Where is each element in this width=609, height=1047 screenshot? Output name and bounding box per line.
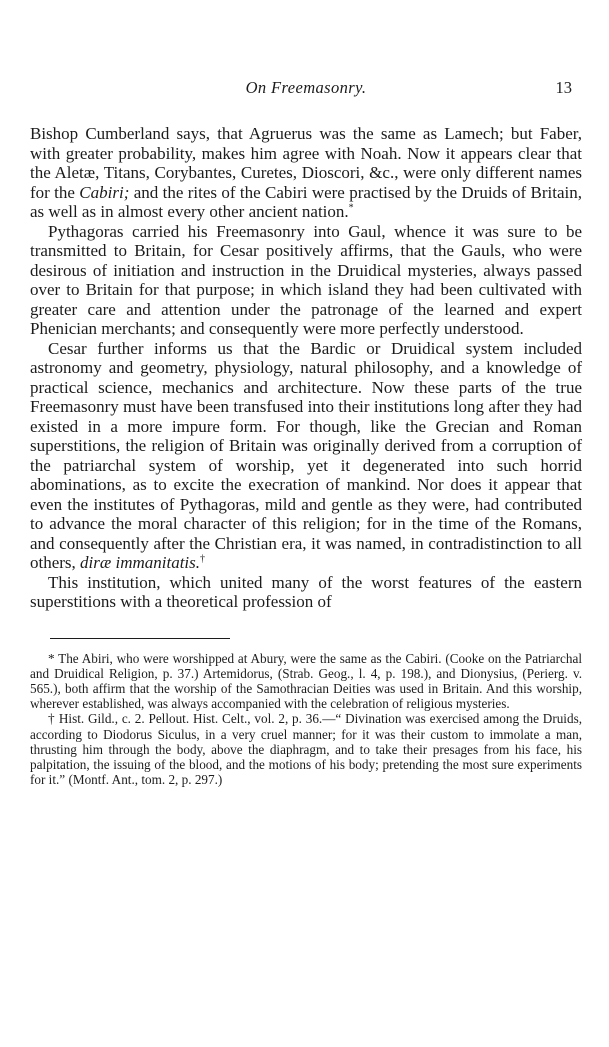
running-head: On Freemasonry. [245, 78, 367, 97]
paragraph-1 [30, 124, 582, 222]
paragraph-3-italic: diræ immanitatis. [80, 553, 201, 572]
footnote-1: * The Abiri, who were worshipped at Abury, were the same as the Cabiri. (Cooke on the Patriarchal and Druidical Religion, p. 37.) Artemidorus, (Strab. Geog., l. 4, p. 198.), and Dionysius, (Perierg. v. 565.), both affirm that the worship of the Samothracian Deities was used in Britain. And this worship, wherever established, was always accompanied with the celebration of religious mysteries. [30, 650, 582, 712]
paragraph-1-italic: Cabiri; [79, 182, 130, 202]
main-text [30, 124, 582, 612]
paragraph-2: Pythagoras carried his Freemasonry into Gaul, whence it was sure to be transmitted to Britain, for Cesar positively affirms, that the Gauls, who were desirous of initiation and instruction in the Druidical mysteries, always passed over to Britain for that purpose; in which island they had been cultivated with greater care and attention under the patronage of the learned and expert Phenician merchants; and consequently were more perfectly understood. [30, 221, 582, 338]
paragraph-3 [30, 339, 582, 573]
footnote-mark-2: † [200, 553, 206, 565]
paragraph-3-text: Cesar further informs us that the Bardic or Druidical system included astronomy and geometry, physiology, natural philosophy, and a knowledge of practical science, mechanics and architecture. Now these parts of the true Freemasonry must have been transfused into their institutions long after they had existed in a more impure form. For though, like the Grecian and Roman superstitions, the religion of Britain was originally derived from a corruption of the patriarchal system of worship, yet it degenerated into such horrid abominations, as to excite the execration of mankind. Nor does it appear that even the institutes of Pythagoras, mild and gentle as they were, had contributed to advance the moral character of this religion; for in the time of the Romans, and consequently after the Christian era, it was named, in contradistinction to all others, [30, 338, 582, 572]
book-page [30, 78, 582, 787]
footnotes [30, 651, 582, 788]
paragraph-1-text: Bishop Cumberland says, that Agruerus was the same as Lamech; but Faber, with greater probability, makes him agree with Noah. Now it appears clear that the Aletæ, Titans, Corybantes, Curetes, Dioscori, &c., were only different names for the [30, 124, 582, 202]
page-header [30, 78, 582, 108]
page-number: 13 [555, 78, 572, 97]
footnote-mark-1: * [348, 202, 354, 214]
footnote-rule [50, 638, 230, 639]
paragraph-4: This institution, which united many of the worst features of the eastern superstitions with a theoretical profession of [30, 572, 582, 611]
footnote-2: † Hist. Gild., c. 2. Pellout. Hist. Celt., vol. 2, p. 36.—“ Divination was exercised among the Druids, according to Diodorus Siculus, in a very cruel manner; for it was their custom to immolate a man, thrusting him through the body, above the diaphragm, and to take their presages from his face, his palpitation, the issuing of the blood, and the motions of his body; pretending the most sure experiments for it.” (Montf. Ant., tom. 2, p. 297.) [30, 711, 582, 788]
paragraph-1-text-continued: and the rites of the Cabiri were practised by the Druids of Britain, as well as in almost every other ancient nation. [30, 182, 582, 221]
